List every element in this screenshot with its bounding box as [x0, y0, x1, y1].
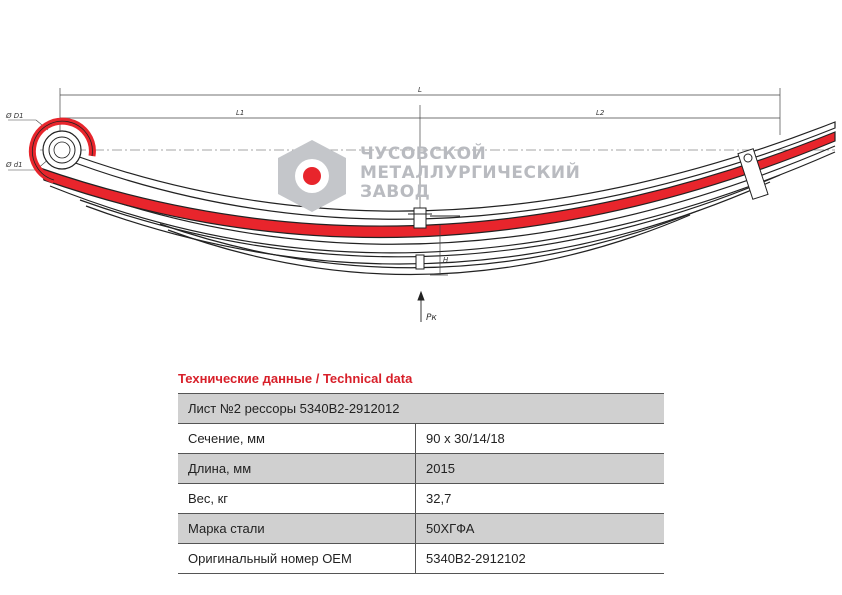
logo-line-3: ЗАВОД: [360, 182, 431, 202]
specs-table: [178, 393, 664, 574]
spec-value: 2015: [416, 454, 665, 484]
dimension-label-left: L1: [236, 109, 245, 117]
eye-outer-label: Ø D1: [6, 112, 24, 120]
dimension-label-right: L2: [596, 109, 605, 117]
spec-value: 50ХГФА: [416, 514, 665, 544]
specs-title: Технические данные / Technical data: [178, 371, 413, 386]
table-row: [178, 484, 664, 514]
spring-eye: [32, 121, 92, 180]
dimension-label-total: L: [418, 86, 422, 94]
eye-inner-label: Ø d1: [6, 161, 23, 169]
load-arrow: [418, 292, 424, 322]
spec-label: Марка стали: [178, 514, 416, 544]
table-row: [178, 424, 664, 454]
load-label: Pк: [426, 313, 437, 323]
spec-label: Сечение, мм: [178, 424, 416, 454]
spec-label: Длина, мм: [178, 454, 416, 484]
spec-label: Вес, кг: [178, 484, 416, 514]
table-row: [178, 454, 664, 484]
table-row: [178, 514, 664, 544]
logo: [278, 140, 580, 212]
table-row: [178, 544, 664, 574]
height-label: H: [443, 256, 449, 264]
logo-dot-icon: [303, 167, 321, 185]
logo-line-1: ЧУСОВСКОЙ: [360, 144, 487, 164]
spec-label: Оригинальный номер OEM: [178, 544, 416, 574]
spec-value: 32,7: [416, 484, 665, 514]
spec-value: 5340В2-2912102: [416, 544, 665, 574]
specs-header-row: [178, 394, 664, 424]
specs-header: Лист №2 рессоры 5340В2-2912012: [178, 394, 664, 424]
logo-line-2: МЕТАЛЛУРГИЧЕСКИЙ: [360, 163, 581, 183]
spec-value: 90 x 30/14/18: [416, 424, 665, 454]
